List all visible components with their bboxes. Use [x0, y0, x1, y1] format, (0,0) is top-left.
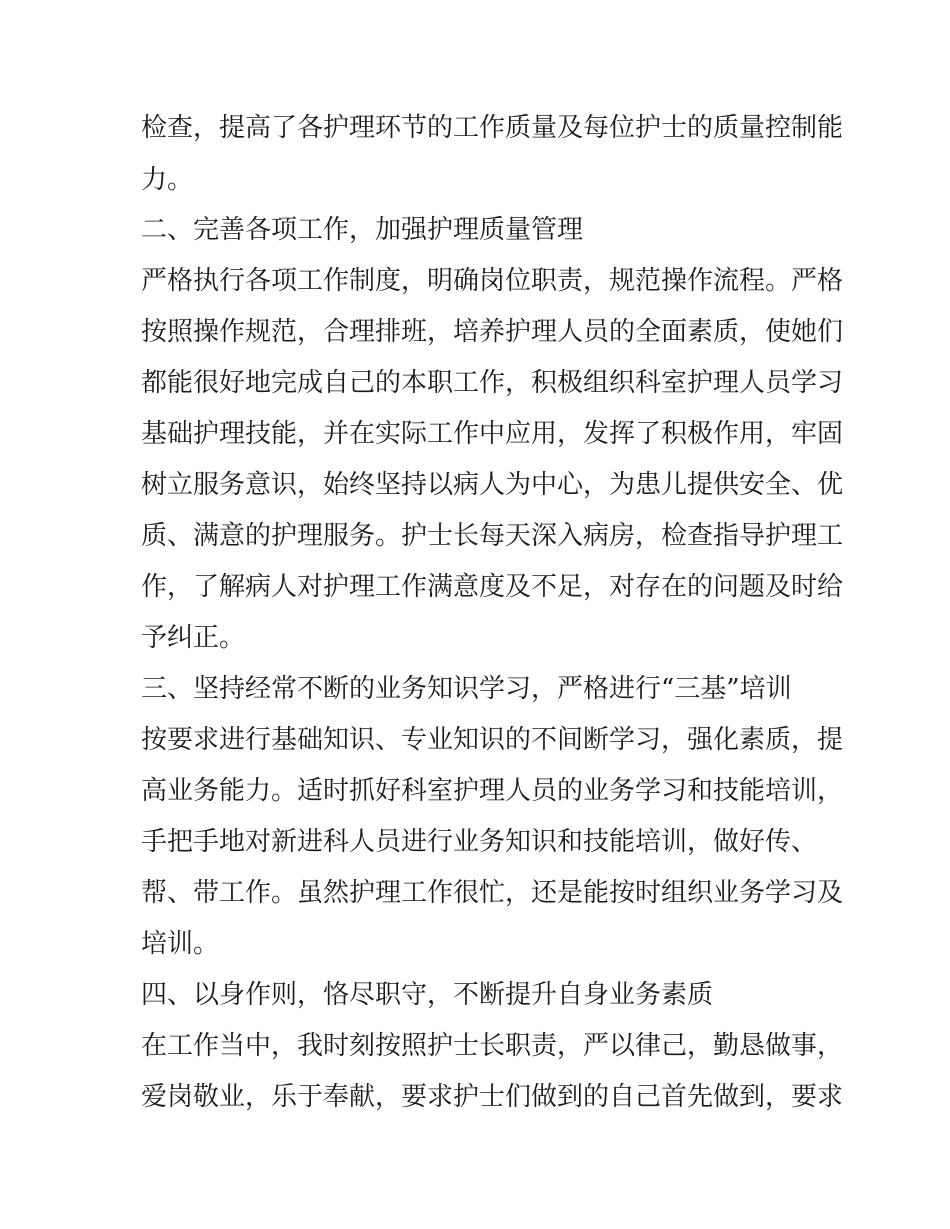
- paragraph-line: 严格执行各项工作制度，明确岗位职责，规范操作流程。严格: [141, 266, 844, 296]
- paragraph-line: 检查，提高了各护理环节的工作质量及每位护士的质量控制能: [141, 113, 844, 143]
- paragraph-line: 按要求进行基础知识、专业知识的不间断学习，强化素质，提: [141, 725, 844, 755]
- section-heading: 三、坚持经常不断的业务知识学习，严格进行“三基”培训: [141, 674, 792, 704]
- section-heading: 四、以身作则，恪尽职守，不断提升自身业务素质: [141, 980, 714, 1010]
- paragraph-line: 高业务能力。适时抓好科室护理人员的业务学习和技能培训，: [141, 776, 844, 806]
- section-heading: 二、完善各项工作，加强护理质量管理: [141, 215, 584, 245]
- paragraph-line: 基础护理技能，并在实际工作中应用，发挥了积极作用，牢固: [141, 419, 844, 449]
- paragraph-line: 手把手地对新进科人员进行业务知识和技能培训，做好传、: [141, 827, 818, 857]
- paragraph-line: 按照操作规范，合理排班，培养护理人员的全面素质，使她们: [141, 317, 844, 347]
- paragraph-line: 质、满意的护理服务。护士长每天深入病房，检查指导护理工: [141, 521, 844, 551]
- paragraph-line: 力。: [141, 165, 194, 195]
- paragraph-line: 树立服务意识，始终坚持以病人为中心，为患儿提供安全、优: [141, 470, 844, 500]
- paragraph-line: 作，了解病人对护理工作满意度及不足，对存在的问题及时给: [141, 572, 844, 602]
- paragraph-line: 爱岗敬业，乐于奉献，要求护士们做到的自己首先做到，要求: [141, 1082, 844, 1112]
- paragraph-line: 都能很好地完成自己的本职工作，积极组织科室护理人员学习: [141, 368, 844, 398]
- paragraph-line: 予纠正。: [141, 623, 246, 653]
- paragraph-line: 帮、带工作。虽然护理工作很忙，还是能按时组织业务学习及: [141, 878, 844, 908]
- paragraph-line: 培训。: [141, 929, 220, 959]
- paragraph-line: 在工作当中，我时刻按照护士长职责，严以律己，勤恳做事，: [141, 1031, 844, 1061]
